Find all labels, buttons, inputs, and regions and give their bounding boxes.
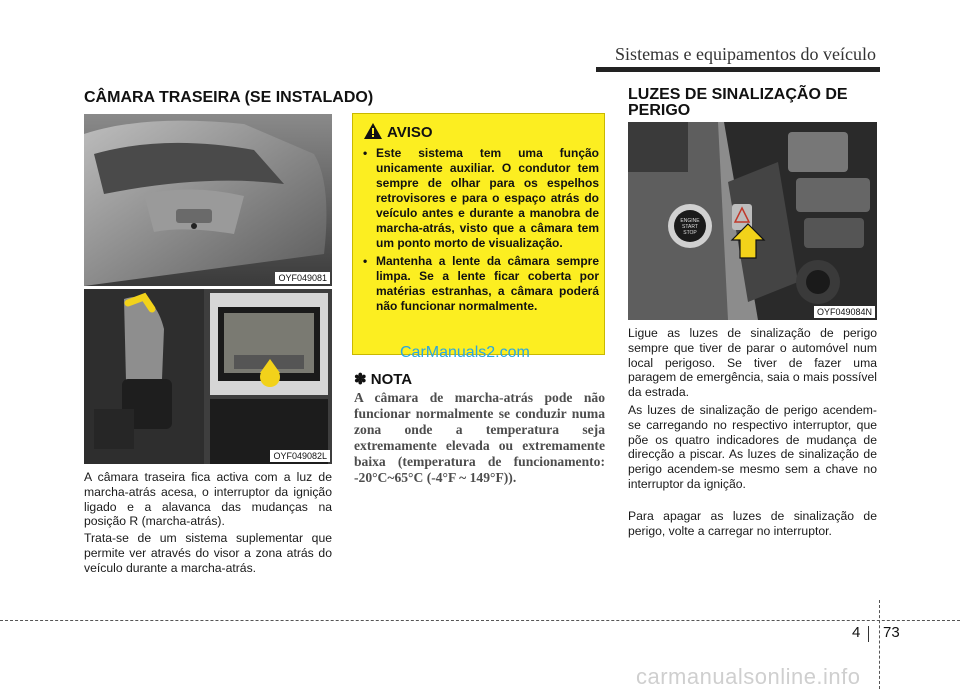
footer-rule [0,620,960,621]
paragraph-hazard-1: Ligue as luzes de sinalização de perigo sempre que tiver de parar o automóvel num local perigoso. Se tiver de fazer uma paragem de emergência, saia o mais possível da estrada. [628,326,877,400]
warning-item: • Mantenha a lente da câmara sempre limpa. Se a lente ficar coberta por matérias estranhas, a câmara poderá não funcionar normalmente. [363,254,599,314]
paragraph-camera-2: Trata-se de um sistema suplementar que permite ver através do visor a zona atrás do veículo durante a marcha-atrás. [84,531,332,575]
warning-title: AVISO [387,124,433,141]
warning-list [363,146,599,317]
paragraph-camera-1: A câmara traseira fica activa com a luz de marcha-atrás acesa, o interruptor da ignição ligado e a alavanca das mudanças na posição R (marcha-atrás). [84,470,332,529]
footer-vertical-rule [879,600,880,689]
page-number: 73 [883,624,900,641]
header-bar [596,67,880,72]
note-text: A câmara de marcha-atrás pode não funcionar normalmente se conduzir numa zona onde a temperatura seja extremamente elevada ou extremamente baixa (temperatura de funcionamento: -20°C~65°C (-4°F ~ 149°F)). [354,390,605,485]
car-rear-illustration [84,114,332,286]
section-heading-camera: CÂMARA TRASEIRA (SE INSTALADO) [84,89,374,106]
paragraph-hazard-2: As luzes de sinalização de perigo acendem-se carregando no respectivo interruptor, que põe os quatro indicadores de mudança de direcção a piscar. As luzes de sinalização de perigo acendem-se mesmo sem a chave no interruptor da ignição. [628,403,877,491]
photo-label: OYF049081 [275,272,330,284]
photo-car-rear [84,114,332,286]
section-heading-hazard: LUZES DE SINALIZAÇÃO DE PERIGO [628,86,848,119]
photo-gear-display [84,289,332,464]
start-button-text-3: STOP [683,230,697,236]
note-title: ✽ NOTA [354,371,413,388]
photo-label: OYF049084N [814,306,875,318]
gear-display-illustration [84,289,332,464]
photo-hazard-switch [628,122,877,320]
start-button-text-2: START [682,224,698,230]
watermark-link[interactable]: CarManuals2.com [400,344,530,361]
paragraph-hazard-3: Para apagar as luzes de sinalização de perigo, volte a carregar no interruptor. [628,509,877,538]
site-watermark[interactable]: carmanualsonline.info [636,664,861,689]
photo-label: OYF049082L [270,450,330,462]
chapter-number: 4 [852,624,861,641]
warning-item: • Este sistema tem uma função unicamente auxiliar. O condutor tem sempre de olhar para os espelhos retrovisores e para o espaço atrás do veículo antes e durante a manobra de marcha-atrás, visto que a câmara tem um ponto morto de visualização. [363,146,599,251]
running-header: Sistemas e equipamentos do veículo [615,44,876,64]
hazard-switch-illustration [628,122,877,320]
warning-box [352,113,605,355]
page-separator [868,626,869,642]
start-button-text-1: ENGINE [680,218,700,224]
warning-triangle-icon [363,122,383,140]
